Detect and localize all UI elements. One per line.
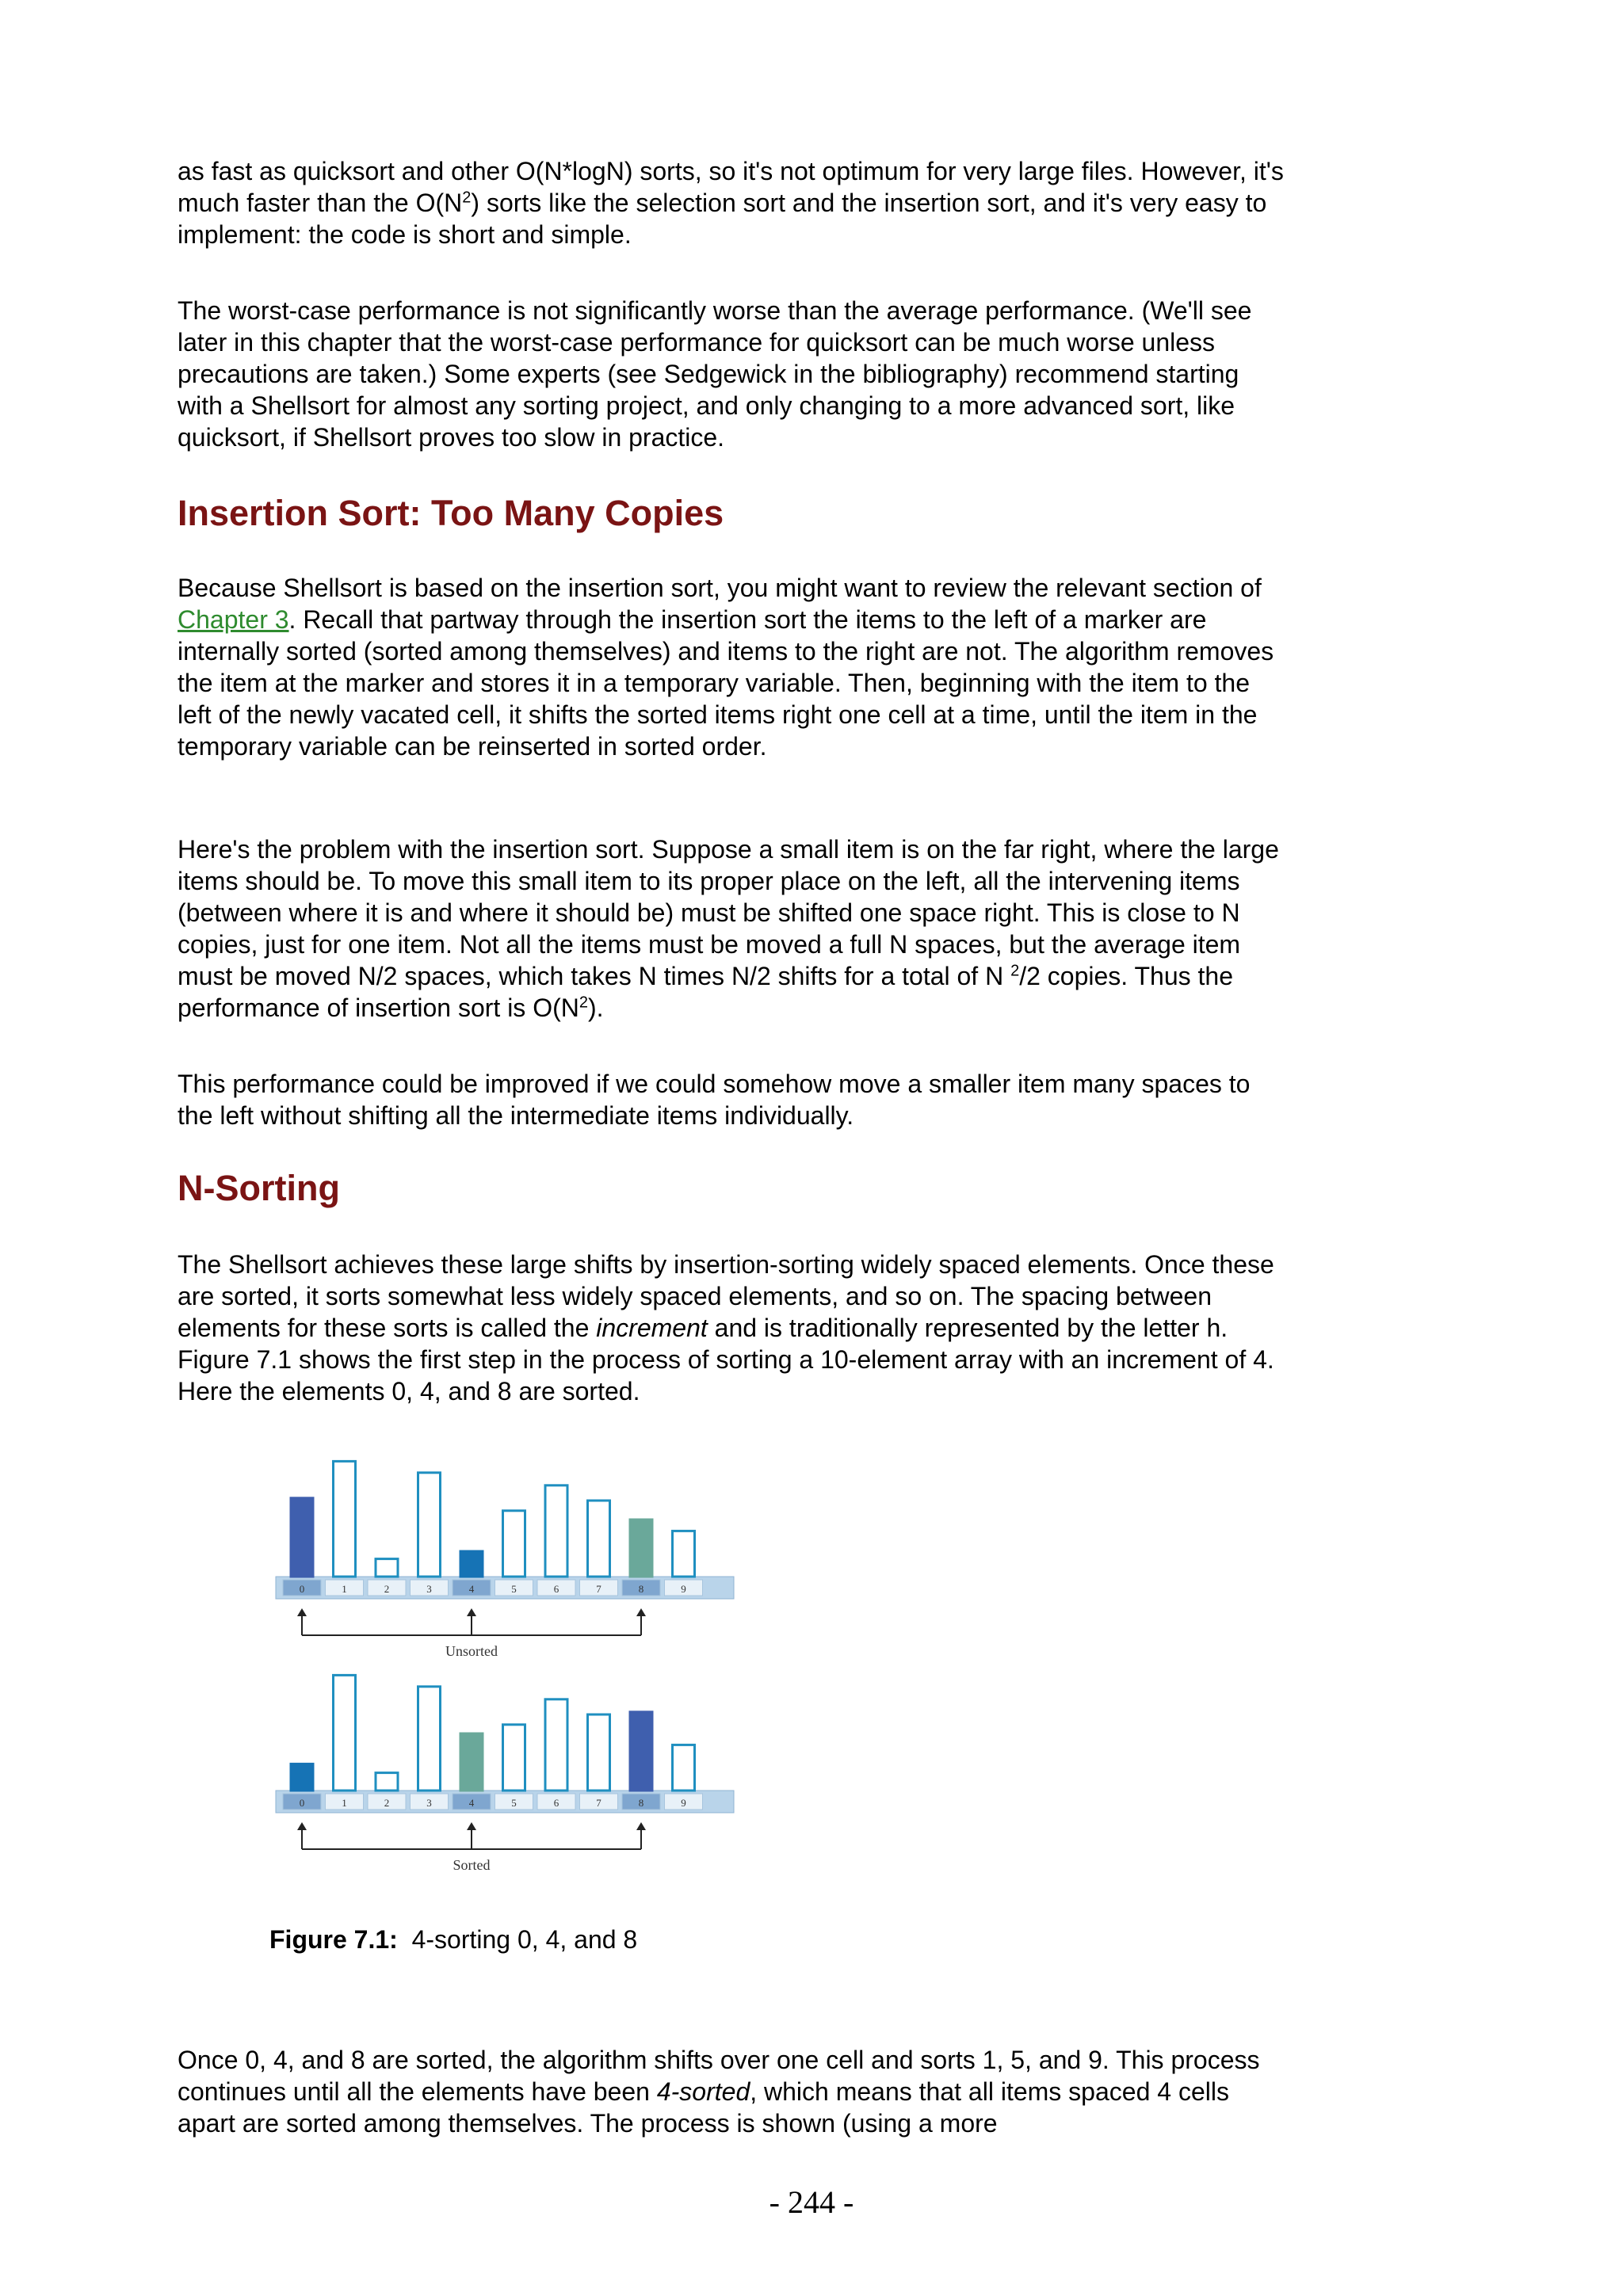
bar [673, 1531, 695, 1577]
paragraph-5: This performance could be improved if we could somehow move a smaller item many spaces to the left without shifting all the intermediate items individually. [178, 1070, 1251, 1130]
bar [673, 1745, 695, 1791]
arrow-head [636, 1822, 646, 1830]
cell-index: 2 [384, 1583, 390, 1595]
cell-index: 5 [511, 1797, 517, 1809]
bar [376, 1559, 398, 1577]
bar [588, 1501, 610, 1577]
panel-sorted [276, 1675, 734, 1873]
cell-index: 9 [681, 1797, 686, 1809]
cell-index: 8 [638, 1797, 644, 1809]
bar [418, 1473, 441, 1577]
bar [376, 1773, 398, 1791]
paragraph-3: Because Shellsort is based on the insertion sort, you might want to review the relevant section of Chapter 3. Recall that partway through the insertion sort the items to the left of a marker are internally sorted (sorted among themselves) and items to the right are not. The algorithm removes the item at the marker and stores it in a temporary variable. Then, beginning with the item to the left of the newly vacated cell, it shifts the sorted items right one cell at a time, until the item in the temporary variable can be reinserted in sorted order. [178, 574, 1274, 761]
panel-unsorted [276, 1461, 734, 1659]
cell-index: 6 [553, 1583, 559, 1595]
cell-index: 3 [426, 1797, 432, 1809]
bar [291, 1764, 313, 1791]
arrow-head [297, 1608, 307, 1616]
cell-index: 7 [596, 1583, 601, 1595]
bar [545, 1486, 567, 1577]
bar [503, 1511, 525, 1577]
cell-index: 7 [596, 1797, 601, 1809]
figure-caption: Figure 7.1: 4-sorting 0, 4, and 8 [269, 1925, 638, 1954]
bar [418, 1687, 441, 1791]
cell-index: 0 [299, 1797, 305, 1809]
cell-index: 9 [681, 1583, 686, 1595]
paragraph-2: The worst-case performance is not significantly worse than the average performance. (We'll see later in this chapter that the worst-case performance for quicksort can be much worse unless precautions are taken.) Some experts (see Sedgewick in the bibliography) recommend starting with a Shellsort for almost any sorting project, and only changing to a more advanced sort, like quicksort, if Shellsort proves too slow in practice. [178, 296, 1252, 452]
chapter-3-link[interactable]: Chapter 3 [178, 605, 289, 634]
cell-index: 4 [468, 1583, 475, 1595]
cell-index: 4 [468, 1797, 475, 1809]
bar [334, 1461, 356, 1577]
paragraph-7: Once 0, 4, and 8 are sorted, the algorithm shifts over one cell and sorts 1, 5, and 9. This process continues until all the elements have been 4-sorted, which means that all items spaced 4 cells apart are sorted among themselves. The process is shown (using a more [178, 2046, 1260, 2138]
bar [545, 1699, 567, 1791]
paragraph-1: as fast as quicksort and other O(N*logN) sorts, so it's not optimum for very large files. However, it's much faster than the $O(N^2)$ sorts like the selection sort and the insertion sort, and it's very easy to implement: the code is short and simple. [178, 157, 1284, 249]
arrow-head [467, 1822, 476, 1830]
bar [460, 1551, 483, 1577]
cell-index: 2 [384, 1797, 390, 1809]
cell-index: 6 [553, 1797, 559, 1809]
cell-index: 8 [638, 1583, 644, 1595]
arrow-head [636, 1608, 646, 1616]
bar [334, 1675, 356, 1791]
bar [630, 1712, 652, 1791]
bar [630, 1520, 652, 1577]
cell-index: 1 [342, 1583, 347, 1595]
cell-index: 5 [511, 1583, 517, 1595]
section-heading-insertion-sort: Insertion Sort: Too Many Copies [178, 493, 724, 533]
bar [460, 1733, 483, 1791]
section-heading-n-sorting: N-Sorting [178, 1168, 340, 1208]
cell-index: 1 [342, 1797, 347, 1809]
panel-label: Sorted [453, 1857, 491, 1873]
cell-index: 3 [426, 1583, 432, 1595]
arrow-head [467, 1608, 476, 1616]
arrow-head [297, 1822, 307, 1830]
bar [291, 1498, 313, 1577]
panel-label: Unsorted [445, 1643, 498, 1659]
bar [503, 1725, 525, 1791]
figure-7-1 [269, 1442, 745, 1886]
paragraph-6: The Shellsort achieves these large shifts by insertion-sorting widely spaced elements. Once these are sorted, it sorts somewhat less widely spaced elements, and so on. The spacing between elements for these sorts is called the increment and is traditionally represented by the letter h. Figure 7.1 shows the first step in the process of sorting a 10-element array with an increment of 4. Here the elements 0, 4, and 8 are sorted. [178, 1250, 1274, 1405]
paragraph-4: Here's the problem with the insertion sort. Suppose a small item is on the far right, where the large items should be. To move this small item to its proper place on the left, all the intervening items (between where it is and where it should be) must be shifted one space right. This is close to N copies, just for one item. Not all the items must be moved a full N spaces, but the average item must be moved N/2 spaces, which takes N times N/2 shifts for a total of N $^2$/2 copies. Thus the performance of insertion sort is $O(N^2)$. [178, 835, 1279, 1022]
page-number: - 244 - [769, 2184, 854, 2220]
cell-index: 0 [299, 1583, 305, 1595]
bar [588, 1714, 610, 1791]
